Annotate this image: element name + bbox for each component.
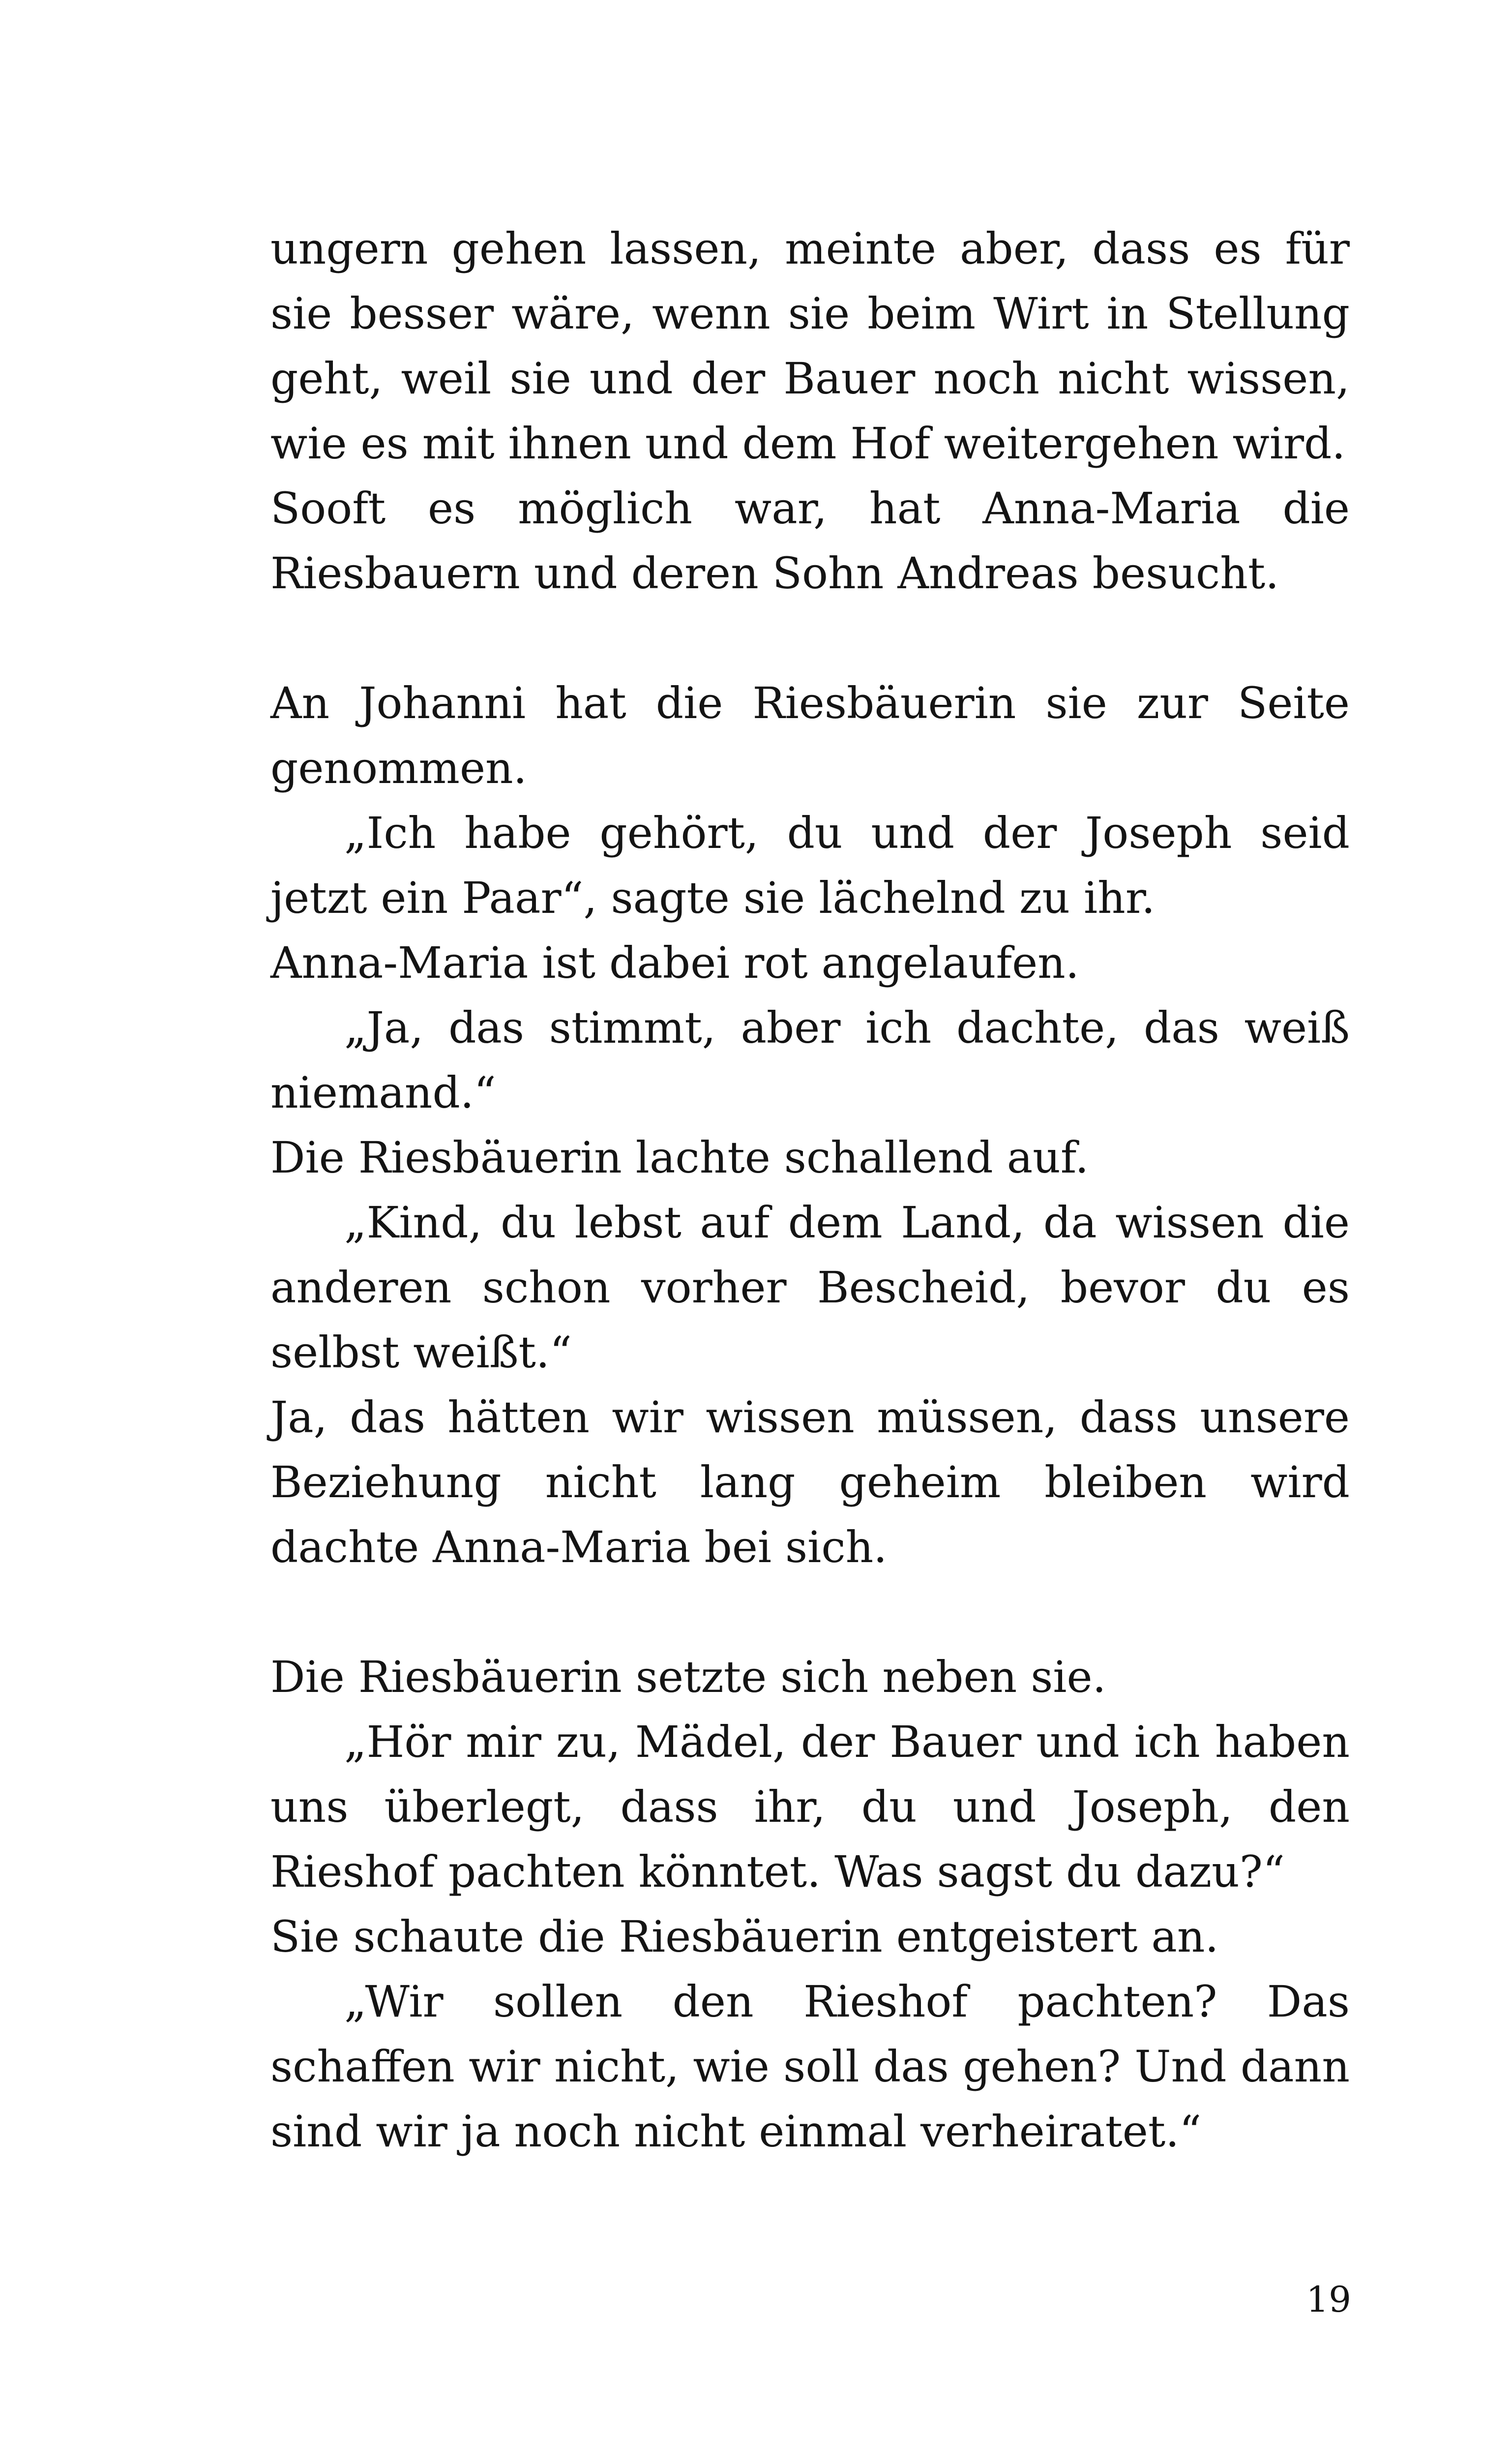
dialogue-paragraph: „Ja, das stimmt, aber ich dachte, das weiß niemand.“ — [270, 1002, 1350, 1118]
paragraph-break — [270, 1580, 1350, 1645]
dialogue-paragraph: „Wir sollen den Rieshof pachten? Das schaffen wir nicht, wie soll das gehen? Und dann sind wir ja noch nicht einmal verheiratet.“ — [270, 1976, 1350, 2157]
paragraph: Anna-Maria ist dabei rot angelaufen. — [270, 937, 1079, 988]
page-number: 19 — [1306, 2279, 1351, 2320]
paragraph: Ja, das hätten wir wissen müssen, dass unsere Beziehung nicht lang geheim bleiben wird dachte Anna-Maria bei sich. — [270, 1392, 1350, 1572]
dialogue-paragraph: „Kind, du lebst auf dem Land, da wissen die anderen schon vorher Bescheid, bevor du es selbst weißt.“ — [270, 1197, 1350, 1378]
paragraph-break — [270, 606, 1350, 671]
paragraph: Sooft es möglich war, hat Anna-Maria die Riesbauern und deren Sohn Andreas besucht. — [270, 483, 1350, 599]
dialogue-paragraph: „Hör mir zu, Mädel, der Bauer und ich haben uns überlegt, dass ihr, du und Joseph, den Rieshof pachten könntet. Was sagst du dazu?“ — [270, 1717, 1350, 1897]
body-text — [270, 216, 1350, 2164]
paragraph: An Johanni hat die Riesbäuerin sie zur Seite genommen. — [270, 678, 1350, 793]
paragraph: ungern gehen lassen, meinte aber, dass es für sie besser wäre, wenn sie beim Wirt in Stellung geht, weil sie und der Bauer noch nicht wissen, wie es mit ihnen und dem Hof weitergehen wird. — [270, 223, 1350, 469]
paragraph: Sie schaute die Riesbäuerin entgeistert an. — [270, 1911, 1219, 1962]
paragraph: Die Riesbäuerin lachte schallend auf. — [270, 1132, 1089, 1183]
dialogue-paragraph: „Ich habe gehört, du und der Joseph seid jetzt ein Paar“, sagte sie lächelnd zu ihr. — [270, 808, 1350, 923]
paragraph: Die Riesbäuerin setzte sich neben sie. — [270, 1652, 1106, 1702]
